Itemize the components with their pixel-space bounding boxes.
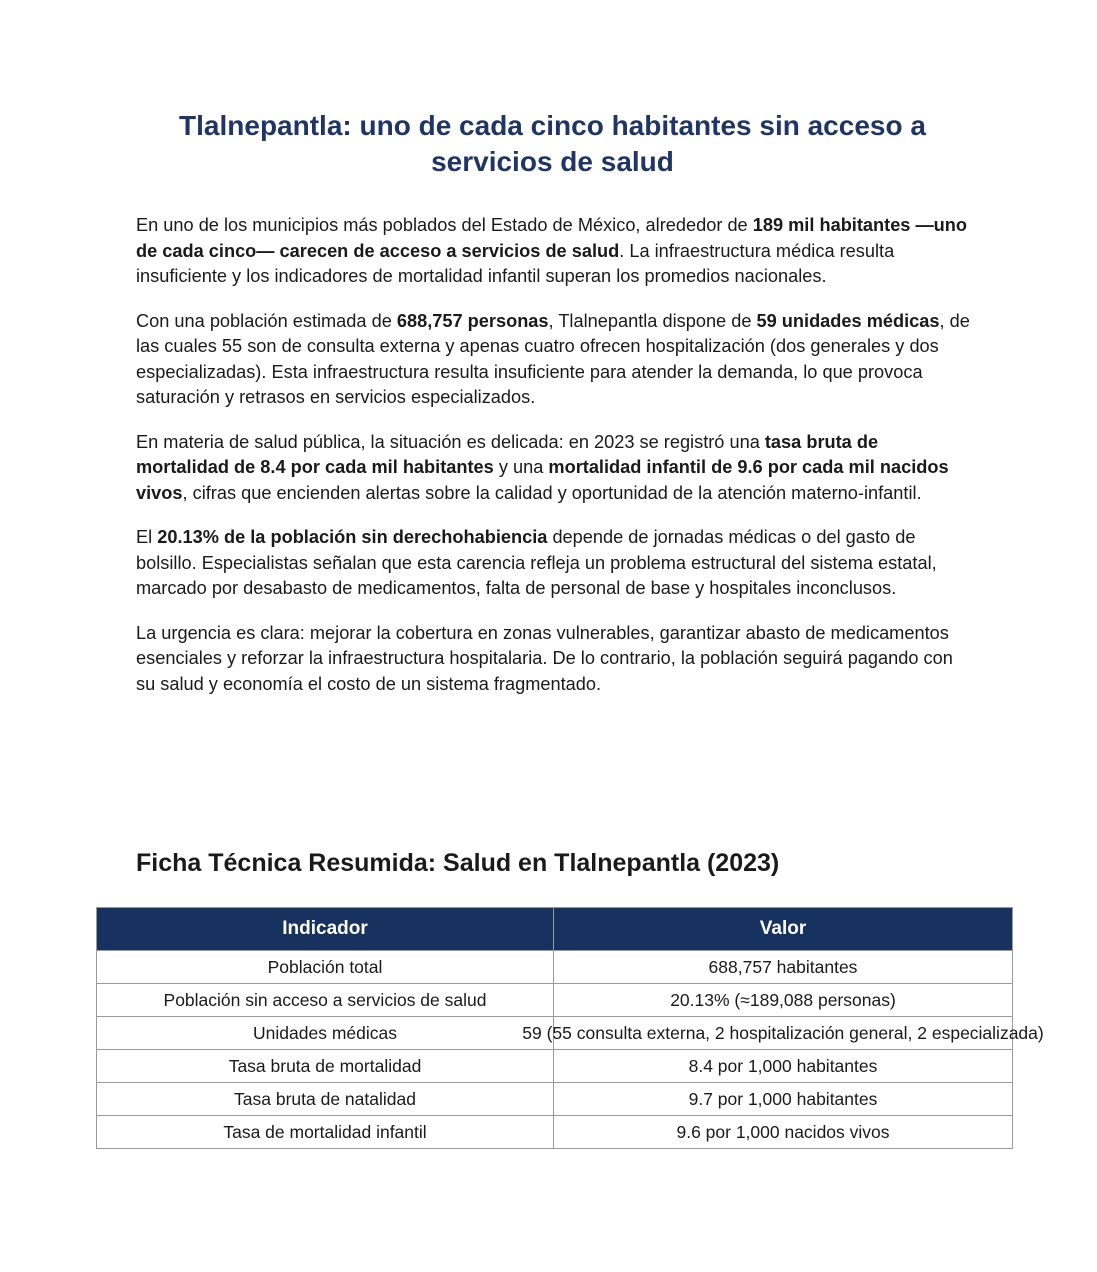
paragraph-text: El bbox=[136, 527, 158, 547]
cell-indicador: Población sin acceso a servicios de salud bbox=[97, 984, 554, 1017]
paragraph-4 bbox=[136, 525, 976, 602]
cell-valor-text: 59 (55 consulta externa, 2 hospitalización general, 2 especializada) bbox=[522, 1023, 1044, 1043]
cell-valor: 9.6 por 1,000 nacidos vivos bbox=[554, 1116, 1013, 1149]
paragraph-text: depende de jornadas médicas o del gasto de bolsillo. Especialistas señalan que esta carencia refleja un problema estructural del sistema estatal, marcado por desabasto de medicamentos, falta de personal de base y hospitales inconclusos. bbox=[136, 527, 937, 598]
paragraph-1 bbox=[136, 213, 976, 290]
cell-valor: 20.13% (≈189,088 personas) bbox=[554, 984, 1013, 1017]
cell-valor: 688,757 habitantes bbox=[554, 951, 1013, 984]
paragraph-text: y una bbox=[493, 457, 549, 477]
table-row bbox=[97, 1083, 1013, 1116]
paragraph-2 bbox=[136, 309, 976, 411]
cell-valor: 9.7 por 1,000 habitantes bbox=[554, 1083, 1013, 1116]
cell-indicador: Unidades médicas bbox=[97, 1017, 554, 1050]
paragraph-text: , Tlalnepantla dispone de bbox=[548, 310, 757, 331]
ficha-table bbox=[96, 907, 1044, 1149]
paragraph-emphasis: mortalidad infantil de 9.6 por cada mil nacidos vivos bbox=[136, 457, 949, 503]
paragraph-emphasis: 688,757 personas bbox=[396, 310, 549, 331]
paragraph-3 bbox=[136, 430, 976, 507]
column-header-valor: Valor bbox=[554, 908, 1013, 951]
paragraph-text: , cifras que encienden alertas sobre la calidad y oportunidad de la atención materno-infantil. bbox=[182, 482, 922, 503]
cell-indicador: Tasa bruta de mortalidad bbox=[97, 1050, 554, 1083]
cell-indicador: Tasa de mortalidad infantil bbox=[97, 1116, 554, 1149]
table-header-row bbox=[97, 908, 1013, 951]
cell-indicador: Población total bbox=[97, 951, 554, 984]
paragraph-text: En uno de los municipios más poblados del Estado de México, alrededor de bbox=[136, 215, 753, 235]
article-body bbox=[136, 213, 976, 716]
paragraph-emphasis: 20.13% de la población sin derechohabiencia bbox=[157, 527, 548, 547]
table-row bbox=[97, 1116, 1013, 1149]
table-row bbox=[97, 951, 1013, 984]
paragraph-5 bbox=[136, 621, 976, 698]
page-title: Tlalnepantla: uno de cada cinco habitantes sin acceso a servicios de salud bbox=[179, 110, 926, 177]
table-row bbox=[97, 1050, 1013, 1083]
paragraph-text: En materia de salud pública, la situación es delicada: en 2023 se registró una bbox=[136, 431, 765, 452]
cell-valor: 8.4 por 1,000 habitantes bbox=[554, 1050, 1013, 1083]
table-row bbox=[97, 1017, 1013, 1050]
paragraph-text: Con una población estimada de bbox=[136, 310, 397, 331]
paragraph-emphasis: 189 mil habitantes —uno de cada cinco— carecen de acceso a servicios de salud bbox=[136, 215, 967, 261]
table-row bbox=[97, 984, 1013, 1017]
ficha-title: Ficha Técnica Resumida: Salud en Tlalnepantla (2023) bbox=[136, 849, 780, 877]
paragraph-emphasis: tasa bruta de mortalidad de 8.4 por cada mil habitantes bbox=[136, 431, 879, 477]
cell-valor bbox=[522, 1017, 1044, 1050]
paragraph-text: La urgencia es clara: mejorar la cobertura en zonas vulnerables, garantizar abasto de medicamentos esenciales y reforzar la infraestructura hospitalaria. De lo contrario, la población seguirá pagando con su salud y economía el costo de un sistema fragmentado. bbox=[136, 622, 953, 694]
paragraph-text: . La infraestructura médica resulta insuficiente y los indicadores de mortalidad infantil superan los promedios nacionales. bbox=[136, 240, 895, 286]
cell-indicador: Tasa bruta de natalidad bbox=[97, 1083, 554, 1116]
paragraph-emphasis: 59 unidades médicas bbox=[756, 310, 940, 331]
paragraph-text: , de las cuales 55 son de consulta externa y apenas cuatro ofrecen hospitalización (dos generales y dos especializadas). Esta infraestructura resulta insuficiente para atender la demanda, lo que provoca saturación y retrasos en servicios especializados. bbox=[136, 310, 970, 407]
column-header-indicador: Indicador bbox=[97, 908, 554, 951]
